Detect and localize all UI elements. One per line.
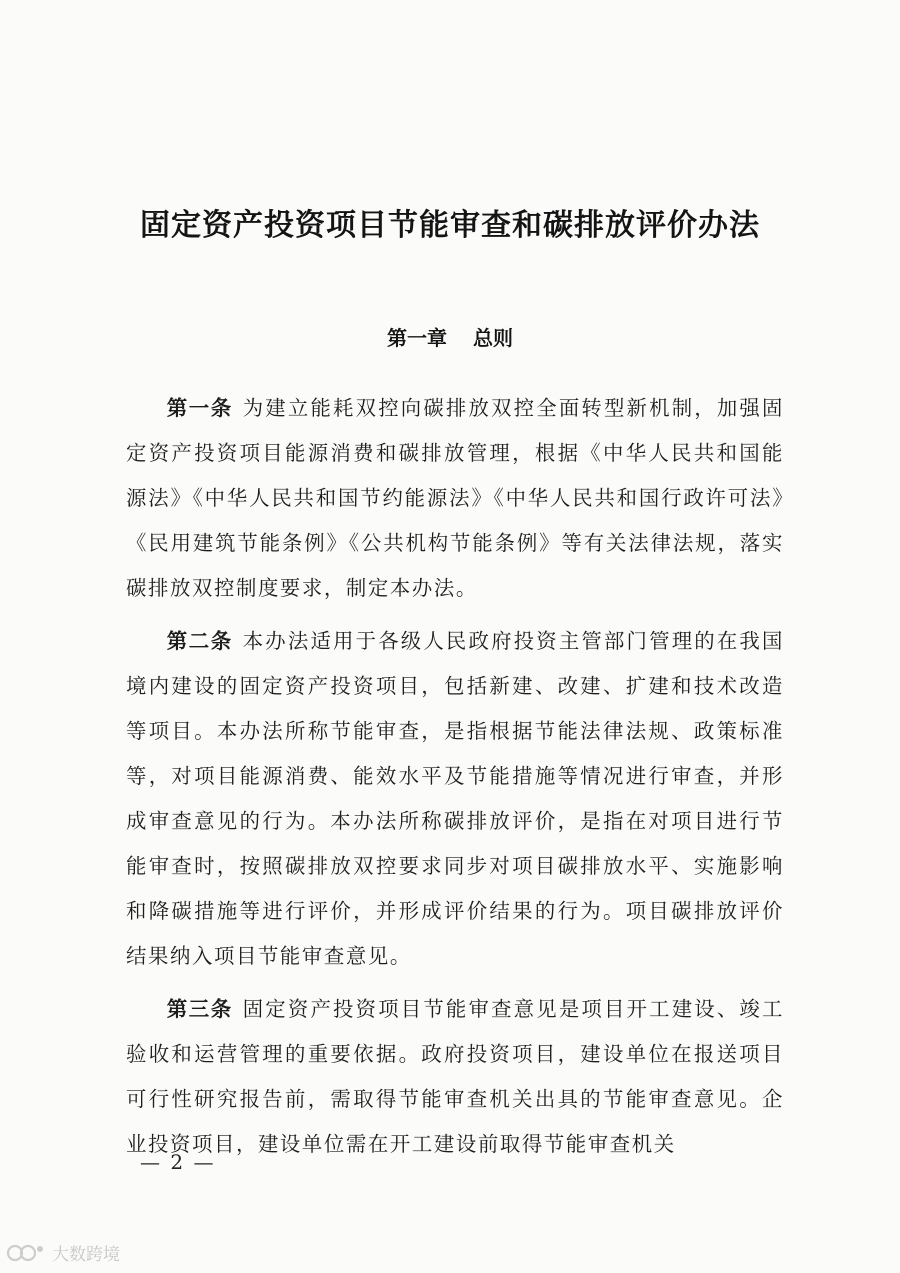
article-2: [126, 619, 784, 979]
logo-icon: [6, 1242, 46, 1264]
article-1: [126, 386, 784, 611]
page-number: — 2 —: [140, 1150, 216, 1174]
article-text: 固定资产投资项目节能审查意见是项目开工建设、竣工验收和运营管理的重要依据。政府投资项目，建设单位在报送项目可行性研究报告前，需取得节能审查机关出具的节能审查意见。企业投资项目，建设单位需在开工建设前取得节能审查机关: [126, 997, 784, 1156]
article-text: 为建立能耗双控向碳排放双控全面转型新机制，加强固定资产投资项目能源消费和碳排放管理，根据《中华人民共和国能源法》《中华人民共和国节约能源法》《中华人民共和国行政许可法》《民用建筑节能条例》《公共机构节能条例》等有关法律法规，落实碳排放双控制度要求，制定本办法。: [126, 396, 784, 600]
article-number: 第三条: [166, 997, 233, 1021]
watermark: [6, 1240, 120, 1265]
article-3: [126, 987, 784, 1167]
watermark-text: 大数跨境: [52, 1245, 120, 1265]
article-number: 第一条: [166, 396, 233, 420]
document-title: 固定资产投资项目节能审查和碳排放评价办法: [140, 208, 760, 243]
document-body: [126, 386, 784, 1175]
article-text: 本办法适用于各级人民政府投资主管部门管理的在我国境内建设的固定资产投资项目，包括新建、改建、扩建和技术改造等项目。本办法所称节能审查，是指根据节能法律法规、政策标准等，对项目能源消费、能效水平及节能措施等情况进行审查，并形成审查意见的行为。本办法所称碳排放评价，是指在对项目进行节能审查时，按照碳排放双控要求同步对项目碳排放水平、实施影响和降碳措施等进行评价，并形成评价结果的行为。项目碳排放评价结果纳入项目节能审查意见。: [126, 629, 784, 968]
article-number: 第二条: [166, 629, 233, 653]
chapter-name: 总则: [473, 326, 513, 350]
chapter-heading: [0, 322, 900, 351]
chapter-number: 第一章: [387, 326, 447, 350]
